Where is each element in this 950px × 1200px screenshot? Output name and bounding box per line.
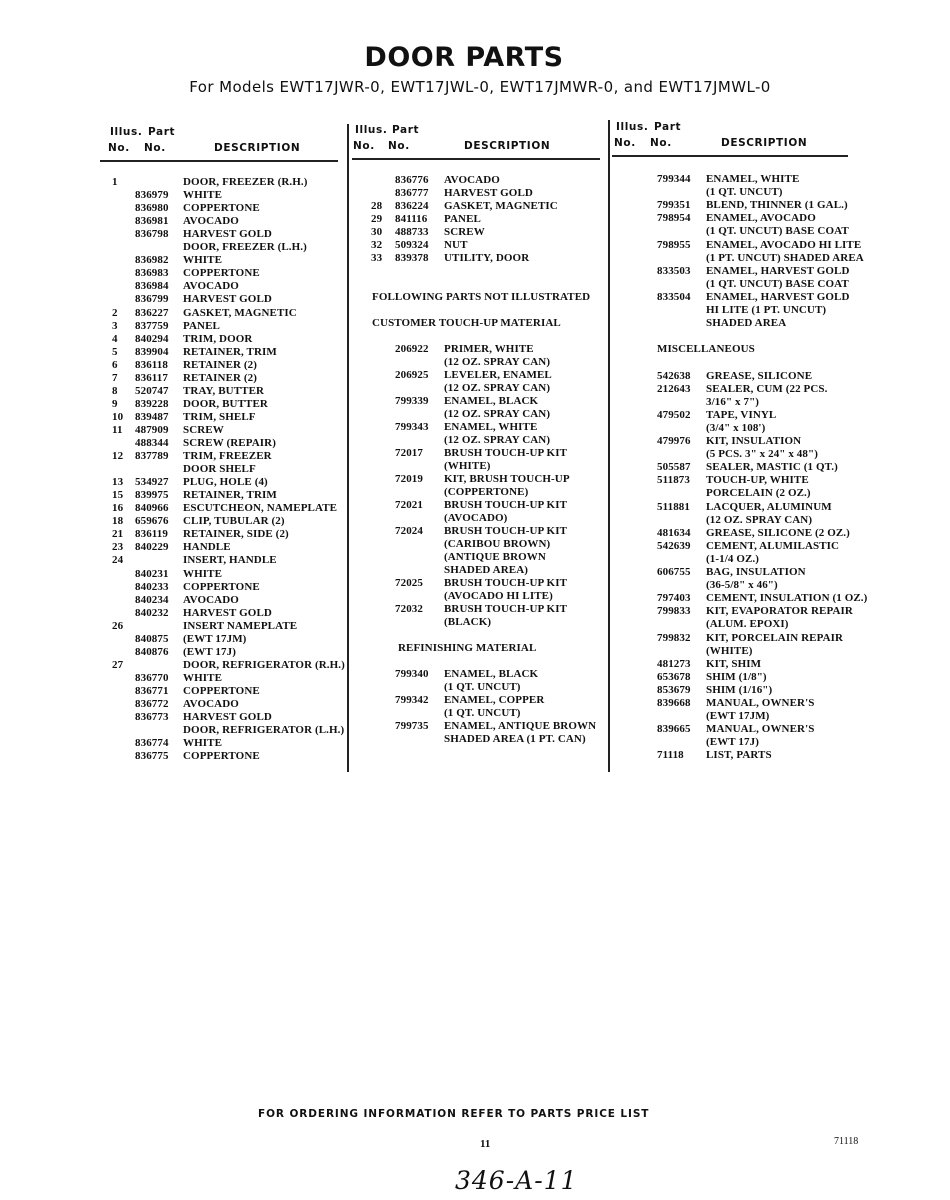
part-number: 836227 xyxy=(135,306,169,319)
part-number: 534927 xyxy=(135,476,169,489)
part-number: 839904 xyxy=(135,345,169,358)
part-description: GASKET, MAGNETIC xyxy=(183,306,297,319)
header-part: Part xyxy=(654,121,682,133)
part-description: (1 QT. UNCUT) xyxy=(706,186,783,199)
part-description: (EWT 17J) xyxy=(183,645,236,658)
illus-number: 3 xyxy=(112,319,118,332)
part-description: (ANTIQUE BROWN xyxy=(444,551,546,563)
part-description: ESCUTCHEON, NAMEPLATE xyxy=(183,502,338,515)
part-description: ENAMEL, BLACK xyxy=(444,668,539,680)
illus-number: 8 xyxy=(112,384,118,397)
section-heading: MISCELLANEOUS xyxy=(657,343,755,356)
column-divider xyxy=(608,120,610,772)
part-number: 836118 xyxy=(135,358,168,371)
part-number: 72021 xyxy=(395,499,423,511)
part-description: GREASE, SILICONE xyxy=(706,369,813,382)
section-heading: FOLLOWING PARTS NOT ILLUSTRATED xyxy=(372,291,591,303)
part-description: MANUAL, OWNER'S xyxy=(706,723,815,736)
part-number: 836775 xyxy=(135,750,169,763)
part-description: TRAY, BUTTER xyxy=(183,384,265,397)
header-description: DESCRIPTION xyxy=(721,137,808,149)
part-description: COPPERTONE xyxy=(183,684,260,697)
part-number: 836982 xyxy=(135,254,169,267)
part-description: (EWT 17J) xyxy=(706,736,759,749)
part-number: 836983 xyxy=(135,267,169,280)
part-number: 488733 xyxy=(395,226,429,238)
part-description: COPPERTONE xyxy=(183,750,260,763)
part-description: (5 PCS. 3" x 24" x 48") xyxy=(706,448,818,461)
part-number: 659676 xyxy=(135,515,169,528)
part-description: INSERT NAMEPLATE xyxy=(183,619,298,632)
illus-number: 23 xyxy=(112,541,124,554)
part-number: 833504 xyxy=(657,290,691,303)
part-number: 72032 xyxy=(395,603,423,615)
part-description: BAG, INSULATION xyxy=(706,566,806,578)
part-description: BRUSH TOUCH-UP KIT xyxy=(444,525,568,537)
part-description: TRIM, SHELF xyxy=(183,410,256,423)
part-number: 72019 xyxy=(395,473,423,485)
part-description: TOUCH-UP, WHITE xyxy=(706,474,809,487)
illus-number: 12 xyxy=(112,450,124,463)
part-description: (BLACK) xyxy=(444,616,492,628)
header-rule xyxy=(612,155,848,157)
header-illus-no: No. xyxy=(108,142,130,154)
part-number: 836799 xyxy=(135,293,169,306)
part-description: TRIM, FREEZER xyxy=(183,450,272,463)
part-number: 840876 xyxy=(135,645,169,658)
part-description: (12 OZ. SPRAY CAN) xyxy=(444,434,551,446)
part-number: 840875 xyxy=(135,632,169,645)
part-description: PORCELAIN (2 OZ.) xyxy=(706,487,811,500)
part-number: 797403 xyxy=(657,592,691,605)
part-description: ENAMEL, BLACK xyxy=(444,395,539,407)
header-rule xyxy=(352,158,600,160)
part-description: (WHITE) xyxy=(706,644,753,657)
header-part-no: No. xyxy=(388,140,410,152)
part-description: BRUSH TOUCH-UP KIT xyxy=(444,447,568,459)
part-description: ENAMEL, WHITE xyxy=(706,173,800,185)
part-description: RETAINER, TRIM xyxy=(183,345,277,358)
part-description: LIST, PARTS xyxy=(706,749,772,762)
part-description: (1 QT. UNCUT) xyxy=(444,681,521,693)
part-description: GREASE, SILICONE (2 OZ.) xyxy=(706,526,850,539)
header-illus: Illus. xyxy=(616,121,649,133)
part-number: 833503 xyxy=(657,264,691,277)
part-description: CEMENT, ALUMILASTIC xyxy=(706,539,840,552)
illus-number: 18 xyxy=(112,515,124,528)
part-number: 836224 xyxy=(395,200,429,212)
part-description: DOOR, BUTTER xyxy=(183,397,268,410)
part-description: (12 OZ. SPRAY CAN) xyxy=(706,513,813,526)
part-number: 479976 xyxy=(657,435,691,447)
part-number: 836981 xyxy=(135,215,169,228)
part-number: 799351 xyxy=(657,199,691,212)
part-number: 799344 xyxy=(657,173,691,185)
illus-number: 24 xyxy=(112,554,124,567)
part-number: 542639 xyxy=(657,539,691,552)
part-number: 839487 xyxy=(135,410,169,423)
part-description: (ALUM. EPOXI) xyxy=(706,618,789,631)
illus-number: 21 xyxy=(112,528,124,541)
part-number: 841116 xyxy=(395,213,428,225)
part-description: COPPERTONE xyxy=(183,580,260,593)
part-description: ENAMEL, COPPER xyxy=(444,694,545,706)
part-description: AVOCADO xyxy=(183,215,239,228)
column-divider xyxy=(347,124,349,772)
part-description: GASKET, MAGNETIC xyxy=(444,200,558,212)
part-number: 798955 xyxy=(657,238,691,251)
part-number: 836777 xyxy=(395,187,429,199)
part-description: PLUG, HOLE (4) xyxy=(183,476,268,489)
handwritten-note: 346-A-11 xyxy=(455,1166,578,1195)
document-number: 71118 xyxy=(834,1136,859,1147)
part-number: 839975 xyxy=(135,489,169,502)
part-number: 836773 xyxy=(135,711,169,724)
part-number: 836772 xyxy=(135,698,169,710)
part-description: WHITE xyxy=(183,671,223,684)
part-description: RETAINER (2) xyxy=(183,371,258,384)
part-description: DOOR, REFRIGERATOR (L.H.) xyxy=(183,724,345,737)
part-number: 511881 xyxy=(657,500,690,513)
part-description: HI LITE (1 PT. UNCUT) xyxy=(706,304,827,316)
part-description: LEVELER, ENAMEL xyxy=(444,369,552,381)
part-number: 542638 xyxy=(657,369,691,382)
part-number: 840234 xyxy=(135,593,169,606)
header-description: DESCRIPTION xyxy=(214,142,301,154)
part-number: 481634 xyxy=(657,526,691,539)
part-number: 481273 xyxy=(657,657,691,670)
part-description: KIT, PORCELAIN REPAIR xyxy=(706,631,844,644)
part-description: AVOCADO xyxy=(183,593,239,606)
part-description: RETAINER, TRIM xyxy=(183,489,277,502)
part-number: 840231 xyxy=(135,567,169,580)
part-description: SHIM (1/16") xyxy=(706,683,773,696)
part-description: SEALER, MASTIC (1 QT.) xyxy=(706,461,838,474)
part-number: 799343 xyxy=(395,421,429,433)
part-number: 836117 xyxy=(135,371,168,384)
part-number: 488344 xyxy=(135,437,169,449)
part-description: INSERT, HANDLE xyxy=(183,554,277,567)
ordering-note: FOR ORDERING INFORMATION REFER TO PARTS PRICE LIST xyxy=(258,1108,650,1120)
part-description: NUT xyxy=(444,239,468,251)
part-number: 840966 xyxy=(135,502,169,515)
part-description: SEALER, CUM (22 PCS. xyxy=(706,382,828,395)
part-description: TAPE, VINYL xyxy=(706,408,777,421)
part-description: HANDLE xyxy=(183,541,231,554)
illus-number: 1 xyxy=(112,176,118,188)
part-description: KIT, INSULATION xyxy=(706,435,802,447)
part-description: WHITE xyxy=(183,189,223,202)
header-illus: Illus. xyxy=(110,126,143,138)
part-description: CLIP, TUBULAR (2) xyxy=(183,515,285,528)
illus-number: 33 xyxy=(371,252,383,264)
part-description: BRUSH TOUCH-UP KIT xyxy=(444,603,568,615)
part-number: 206922 xyxy=(395,343,429,355)
part-description: ENAMEL, ANTIQUE BROWN xyxy=(444,720,597,732)
header-part: Part xyxy=(148,126,176,138)
part-description: SHADED AREA (1 PT. CAN) xyxy=(444,733,586,745)
part-number: 799340 xyxy=(395,668,429,680)
part-number: 836119 xyxy=(135,528,168,541)
part-number: 520747 xyxy=(135,384,169,397)
part-description: (AVOCADO HI LITE) xyxy=(444,590,553,602)
illus-number: 29 xyxy=(371,213,383,225)
part-description: SCREW (REPAIR) xyxy=(183,437,276,449)
part-number: 840294 xyxy=(135,332,169,345)
part-number: 511873 xyxy=(657,474,690,487)
part-number: 839665 xyxy=(657,723,691,736)
illus-number: 32 xyxy=(371,239,383,251)
illus-number: 26 xyxy=(112,619,124,632)
part-description: HARVEST GOLD xyxy=(183,293,272,306)
part-number: 71118 xyxy=(657,749,684,762)
part-number: 212643 xyxy=(657,382,691,395)
part-number: 653678 xyxy=(657,670,691,683)
part-description: ENAMEL, HARVEST GOLD xyxy=(706,264,850,277)
part-number: 836980 xyxy=(135,202,169,215)
part-description: UTILITY, DOOR xyxy=(444,252,530,264)
part-description: (1 QT. UNCUT) BASE COAT xyxy=(706,277,849,290)
part-description: (12 OZ. SPRAY CAN) xyxy=(444,382,551,394)
part-description: MANUAL, OWNER'S xyxy=(706,697,815,709)
illus-number: 4 xyxy=(112,332,118,345)
part-description: WHITE xyxy=(183,254,223,267)
part-number: 72024 xyxy=(395,525,423,537)
part-description: KIT, BRUSH TOUCH-UP xyxy=(444,473,570,485)
part-description: (12 OZ. SPRAY CAN) xyxy=(444,356,551,368)
part-description: SHIM (1/8") xyxy=(706,670,767,683)
part-description: BRUSH TOUCH-UP KIT xyxy=(444,499,568,511)
part-number: 206925 xyxy=(395,369,429,381)
part-number: 799833 xyxy=(657,605,691,618)
part-description: ENAMEL, HARVEST GOLD xyxy=(706,290,850,303)
page-number: 11 xyxy=(480,1138,491,1150)
illus-number: 7 xyxy=(112,371,118,384)
part-number: 840229 xyxy=(135,541,169,554)
header-part-no: No. xyxy=(144,142,166,154)
page-title: DOOR PARTS xyxy=(364,42,564,73)
header-description: DESCRIPTION xyxy=(464,140,551,152)
part-description: DOOR, REFRIGERATOR (R.H.) xyxy=(183,658,345,671)
part-number: 836771 xyxy=(135,684,169,697)
section-heading: CUSTOMER TOUCH-UP MATERIAL xyxy=(372,317,561,329)
part-description: RETAINER (2) xyxy=(183,358,258,371)
part-description: COPPERTONE xyxy=(183,202,260,215)
part-description: (WHITE) xyxy=(444,460,491,472)
part-description: AVOCADO xyxy=(183,698,239,710)
part-description: 3/16" x 7") xyxy=(706,395,760,408)
part-number: 836776 xyxy=(395,174,429,186)
part-description: AVOCADO xyxy=(444,174,500,186)
part-description: WHITE xyxy=(183,567,223,580)
part-number: 799832 xyxy=(657,631,691,644)
part-number: 837759 xyxy=(135,319,169,332)
part-number: 479502 xyxy=(657,408,691,421)
part-number: 799735 xyxy=(395,720,429,732)
part-description: CEMENT, INSULATION (1 OZ.) xyxy=(706,592,868,605)
part-description: HARVEST GOLD xyxy=(183,711,272,724)
part-number: 72025 xyxy=(395,577,423,589)
part-description: AVOCADO xyxy=(183,280,239,293)
part-description: TRIM, DOOR xyxy=(183,332,253,345)
part-number: 487909 xyxy=(135,423,169,436)
part-number: 839378 xyxy=(395,252,429,264)
part-number: 799342 xyxy=(395,694,429,706)
part-description: BRUSH TOUCH-UP KIT xyxy=(444,577,568,589)
part-number: 836798 xyxy=(135,228,169,241)
part-description: ENAMEL, AVOCADO HI LITE xyxy=(706,238,862,251)
part-description: SCREW xyxy=(183,423,224,436)
part-description: HARVEST GOLD xyxy=(183,606,272,619)
part-description: (AVOCADO) xyxy=(444,512,508,524)
part-number: 606755 xyxy=(657,566,691,578)
illus-number: 30 xyxy=(371,226,383,238)
part-description: DOOR, FREEZER (L.H.) xyxy=(183,241,307,254)
part-description: PANEL xyxy=(444,213,481,225)
part-number: 840232 xyxy=(135,606,169,619)
illus-number: 28 xyxy=(371,200,383,212)
part-number: 837789 xyxy=(135,450,169,463)
header-illus-no: No. xyxy=(614,137,636,149)
models-subtitle: For Models EWT17JWR-0, EWT17JWL-0, EWT17JMWR-0, and EWT17JMWL-0 xyxy=(189,78,771,96)
illus-number: 13 xyxy=(112,476,124,489)
part-description: (EWT 17JM) xyxy=(706,710,770,723)
illus-number: 15 xyxy=(112,489,124,502)
part-description: (COPPERTONE) xyxy=(444,486,529,498)
part-number: 799339 xyxy=(395,395,429,407)
part-description: (3/4" x 108') xyxy=(706,421,766,434)
part-description: LACQUER, ALUMINUM xyxy=(706,500,832,513)
part-description: KIT, SHIM xyxy=(706,657,762,670)
part-description: ENAMEL, AVOCADO xyxy=(706,212,816,225)
header-part-no: No. xyxy=(650,137,672,149)
part-description: SHADED AREA xyxy=(706,317,787,330)
illus-number: 5 xyxy=(112,345,118,358)
part-number: 505587 xyxy=(657,461,691,474)
header-rule xyxy=(100,160,338,162)
part-description: HARVEST GOLD xyxy=(183,228,272,241)
header-illus-no: No. xyxy=(353,140,375,152)
part-description: DOOR, FREEZER (R.H.) xyxy=(183,176,308,188)
part-description: (1-1/4 OZ.) xyxy=(706,552,760,565)
part-description: (EWT 17JM) xyxy=(183,632,247,645)
illus-number: 10 xyxy=(112,410,124,423)
section-heading: REFINISHING MATERIAL xyxy=(398,642,537,654)
part-description: HARVEST GOLD xyxy=(444,187,533,199)
part-description: RETAINER, SIDE (2) xyxy=(183,528,289,541)
part-number: 798954 xyxy=(657,212,691,225)
illus-number: 2 xyxy=(112,306,118,319)
part-description: SCREW xyxy=(444,226,485,238)
part-description: (1 QT. UNCUT) BASE COAT xyxy=(706,225,849,238)
part-description: BLEND, THINNER (1 GAL.) xyxy=(706,199,848,212)
part-number: 853679 xyxy=(657,683,691,696)
part-description: KIT, EVAPORATOR REPAIR xyxy=(706,605,853,618)
part-description: PANEL xyxy=(183,319,220,332)
part-description: (1 QT. UNCUT) xyxy=(444,707,521,719)
illus-number: 16 xyxy=(112,502,124,515)
part-description: PRIMER, WHITE xyxy=(444,343,534,355)
part-number: 839668 xyxy=(657,697,691,709)
part-number: 836770 xyxy=(135,671,169,684)
part-description: (CARIBOU BROWN) xyxy=(444,538,551,550)
illus-number: 11 xyxy=(112,423,123,436)
illus-number: 27 xyxy=(112,658,124,671)
part-description: WHITE xyxy=(183,737,223,750)
part-number: 72017 xyxy=(395,447,423,459)
illus-number: 6 xyxy=(112,358,118,371)
part-description: COPPERTONE xyxy=(183,267,260,280)
part-description: (12 OZ. SPRAY CAN) xyxy=(444,408,551,420)
part-description: (1 PT. UNCUT) SHADED AREA xyxy=(706,251,864,264)
part-number: 840233 xyxy=(135,580,169,593)
part-description: DOOR SHELF xyxy=(183,463,256,476)
part-description: (36-5/8" x 46") xyxy=(706,579,778,592)
part-number: 836979 xyxy=(135,189,169,202)
part-description: ENAMEL, WHITE xyxy=(444,421,538,433)
part-number: 836984 xyxy=(135,280,169,293)
part-number: 509324 xyxy=(395,239,429,251)
header-illus: Illus. xyxy=(355,124,388,136)
illus-number: 9 xyxy=(112,397,118,410)
header-part: Part xyxy=(392,124,420,136)
part-number: 839228 xyxy=(135,397,169,410)
part-description: SHADED AREA) xyxy=(444,564,529,576)
part-number: 836774 xyxy=(135,737,169,750)
